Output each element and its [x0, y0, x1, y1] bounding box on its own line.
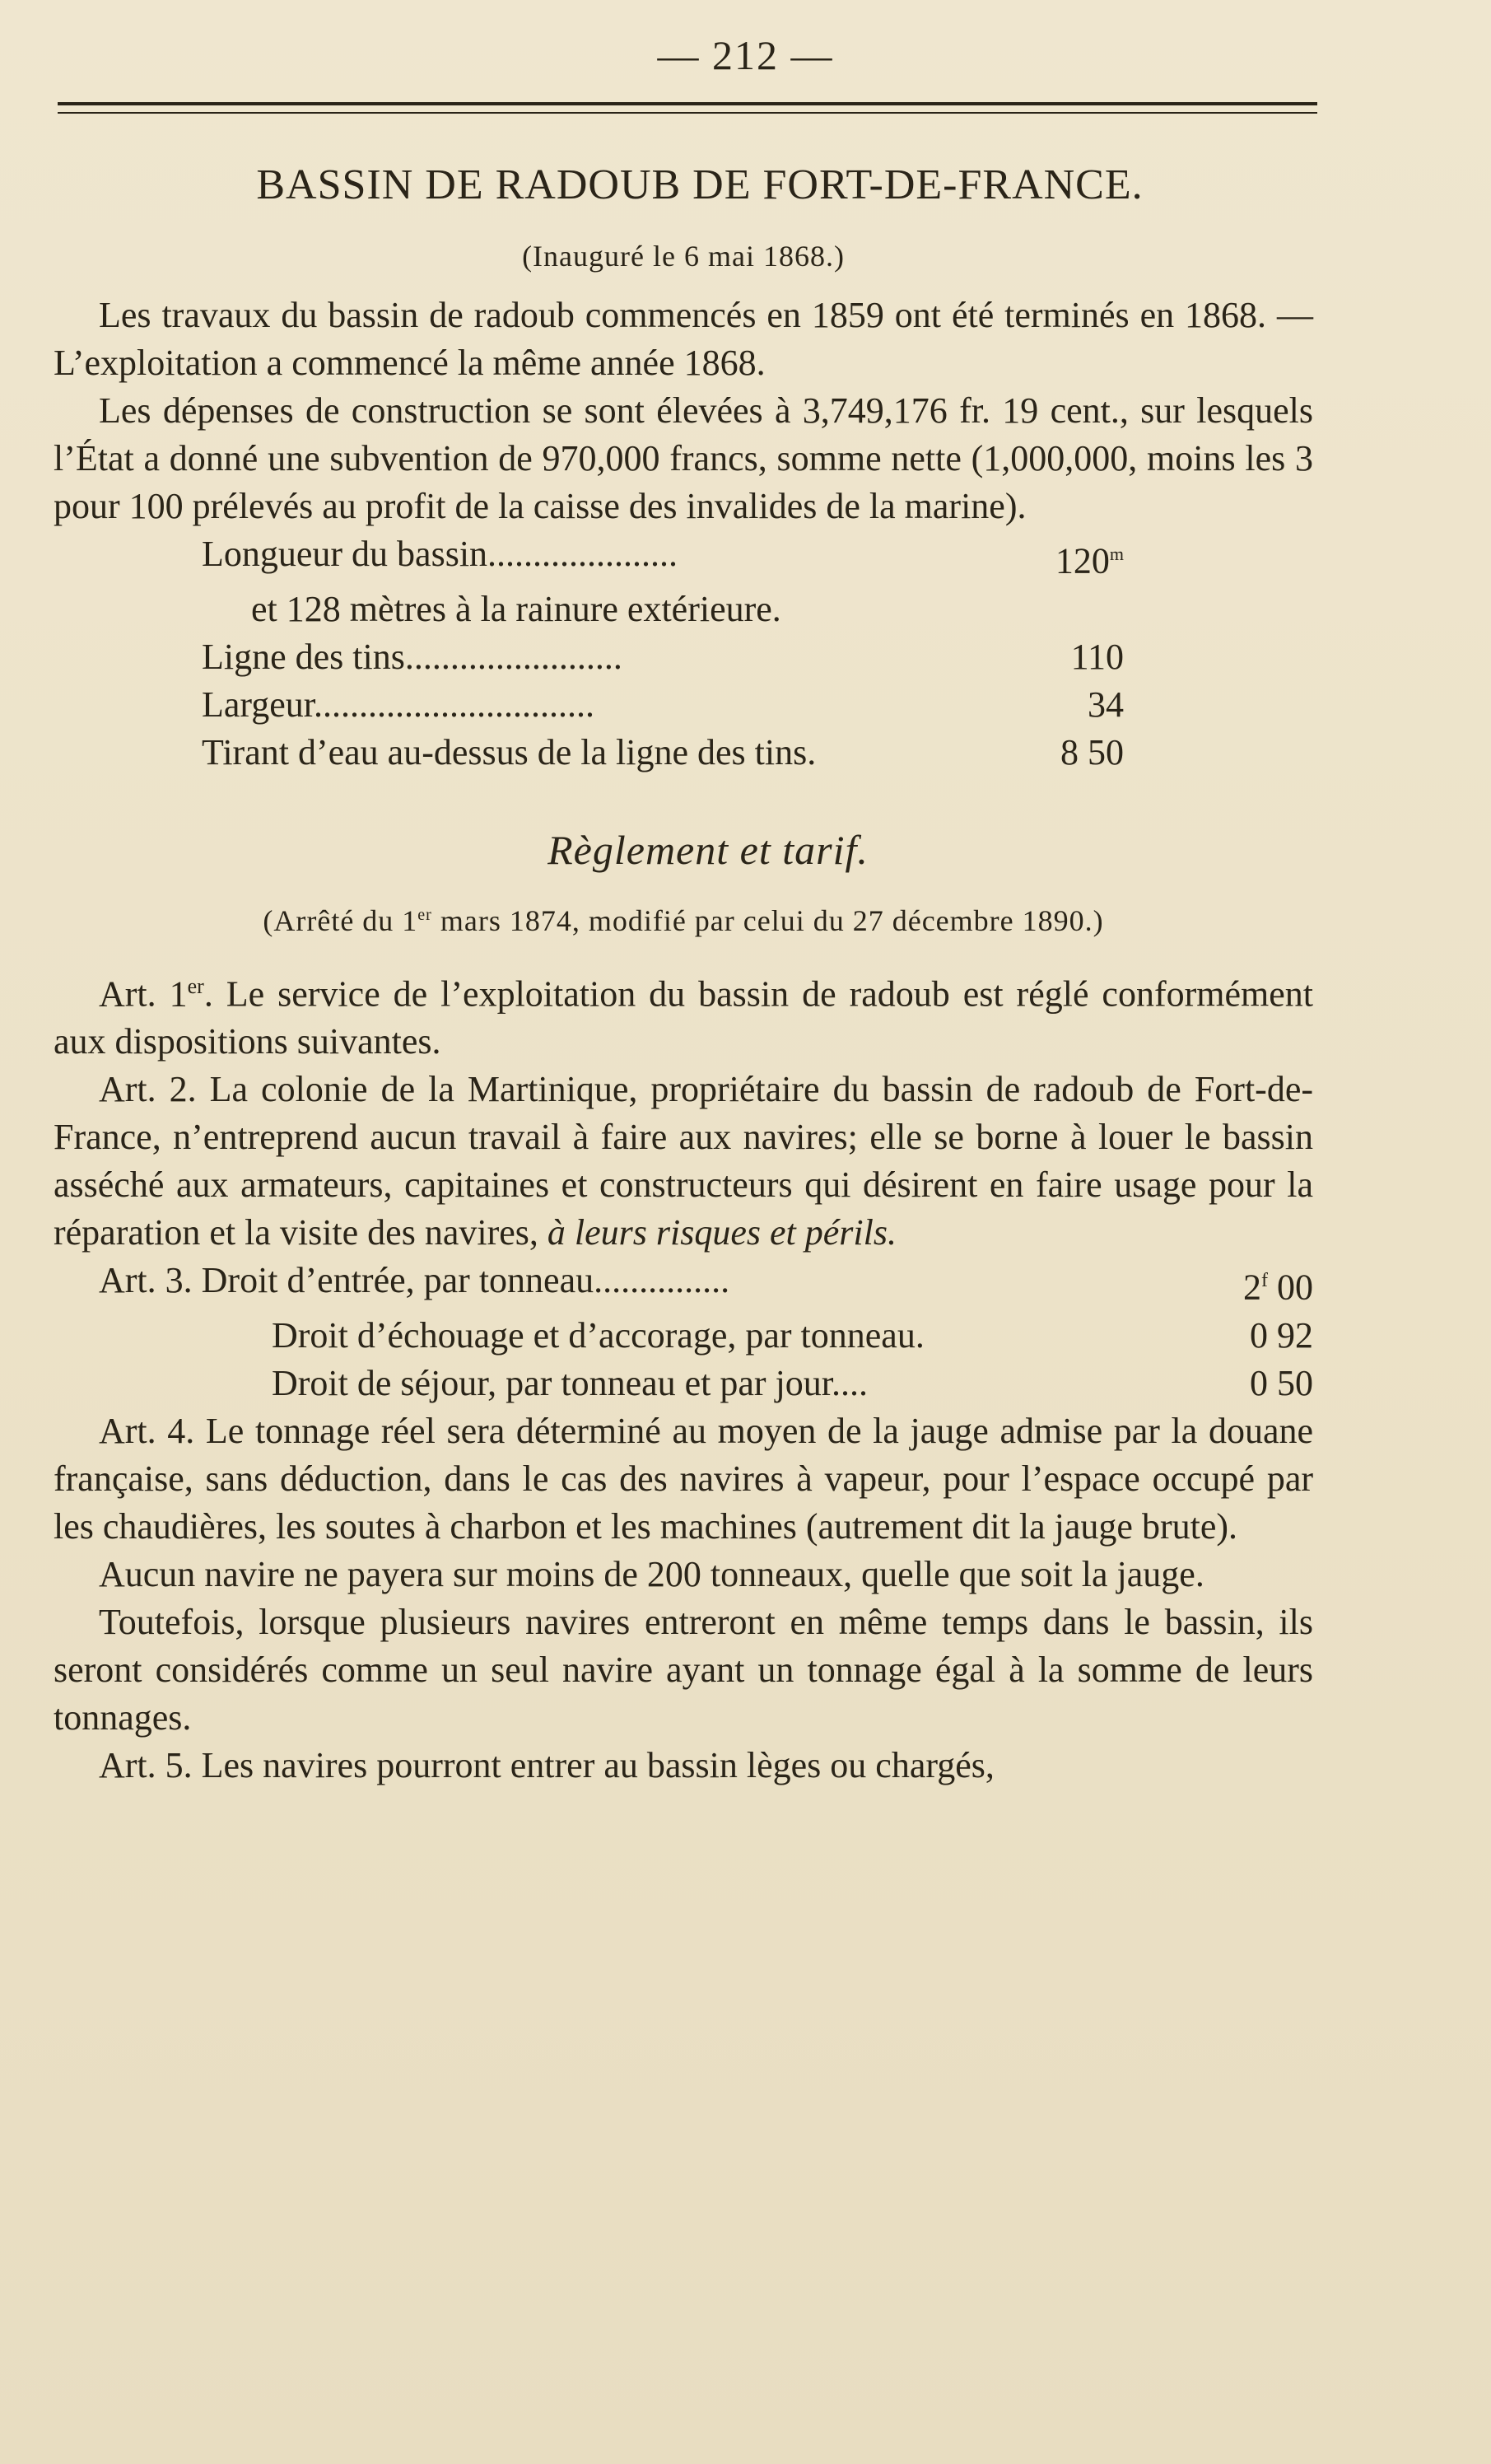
fee-value: 0 50: [1250, 1362, 1313, 1403]
measure-value: 34: [1088, 684, 1124, 725]
intro-paragraph-1: Les travaux du bassin de radoub commencés en 1859 ont été terminés en 1868. — L’exploitation a commencé la même année 1868.: [54, 295, 1313, 383]
article-4-paragraph-2: Aucun navire ne payera sur moins de 200 tonneaux, quelle que soit la jauge.: [99, 1553, 1204, 1594]
section-title: Règlement et tarif.: [547, 826, 869, 873]
measure-label: Tirant d’eau au-dessus de la ligne des tins.: [202, 731, 817, 772]
measure-label: Longueur du bassin.....................: [202, 534, 678, 574]
fee-value: 0 92: [1250, 1314, 1313, 1356]
fee-row-grounding: [54, 1312, 1313, 1360]
fee-value: 2$^f$ 00: [1243, 1267, 1313, 1308]
page-title: BASSIN DE RADOUB DE FORT-DE-FRANCE.: [256, 161, 1144, 208]
measure-value: 8 50: [1060, 731, 1124, 772]
fee-row-stay: [54, 1360, 1313, 1407]
page-number: — 212 —: [657, 32, 834, 78]
fee-label: Droit d’échouage et d’accorage, par tonneau.: [272, 1314, 925, 1356]
fee-label: Droit de séjour, par tonneau et par jour....: [272, 1362, 869, 1403]
measure-label: Ligne des tins........................: [202, 636, 622, 677]
article-4-paragraph-3: Toutefois, lorsque plusieurs navires entreront en même temps dans le bassin, ils seront considérés comme un seul navire ayant un tonnage égal à la somme de leurs tonnages.: [54, 1601, 1313, 1738]
measure-row-length: [54, 530, 1313, 586]
intro-paragraph-2: Les dépenses de construction se sont élevées à 3,749,176 fr. 19 cent., sur lesquels l’État a donné une subvention de 970,000 francs, somme nette (1,000,000, moins les 3 pour 100 prélevés au profit de la caisse des invalides de la marine).: [54, 390, 1313, 526]
measure-row-tins: [54, 633, 1313, 681]
header-rule-thick: [58, 102, 1317, 105]
measure-value: 110: [1070, 636, 1124, 677]
measure-sub-note: et 128 mètres à la rainure extérieure.: [251, 588, 781, 629]
header-rule-thin: [58, 112, 1317, 114]
measure-value: 120$^m$: [1055, 540, 1124, 581]
article-5: Art. 5. Les navires pourront entrer au bassin lèges ou chargés,: [99, 1744, 995, 1785]
measure-row-width: [54, 681, 1313, 729]
page-content: [54, 161, 1313, 1790]
arrete-note: (Arrêté du 1er mars 1874, modifié par celui du 27 décembre 1890.): [263, 903, 1104, 937]
article-4-paragraph-1: Art. 4. Le tonnage réel sera déterminé au moyen de la jauge admise par la douane française, sans déduction, dans le cas des navires à vapeur, pour l’espace occupé par les chaudières, les soutes à charbon et les machines (autrement dit la jauge brute).: [54, 1410, 1313, 1547]
fee-row-entry: [54, 1257, 1313, 1312]
measure-row-draught: [54, 729, 1313, 777]
fee-label: Art. 3. Droit d’entrée, par tonneau...............: [99, 1260, 730, 1301]
inauguration-note: (Inauguré le 6 mai 1868.): [522, 240, 845, 273]
article-2: Art. 2. La colonie de la Martinique, propriétaire du bassin de radoub de Fort-de-France, n’entreprend aucun travail à faire aux navires; elle se borne à louer le bassin asséché aux armateurs, capitaines et constructeurs qui désirent en faire usage pour la réparation et la visite des navires, à leurs risques et périls.: [54, 1069, 1313, 1253]
measure-label: Largeur...............................: [202, 684, 595, 725]
article-1: Art. 1er. Le service de l’exploitation du bassin de radoub est réglé conformément aux dispositions suivantes.: [54, 973, 1313, 1062]
